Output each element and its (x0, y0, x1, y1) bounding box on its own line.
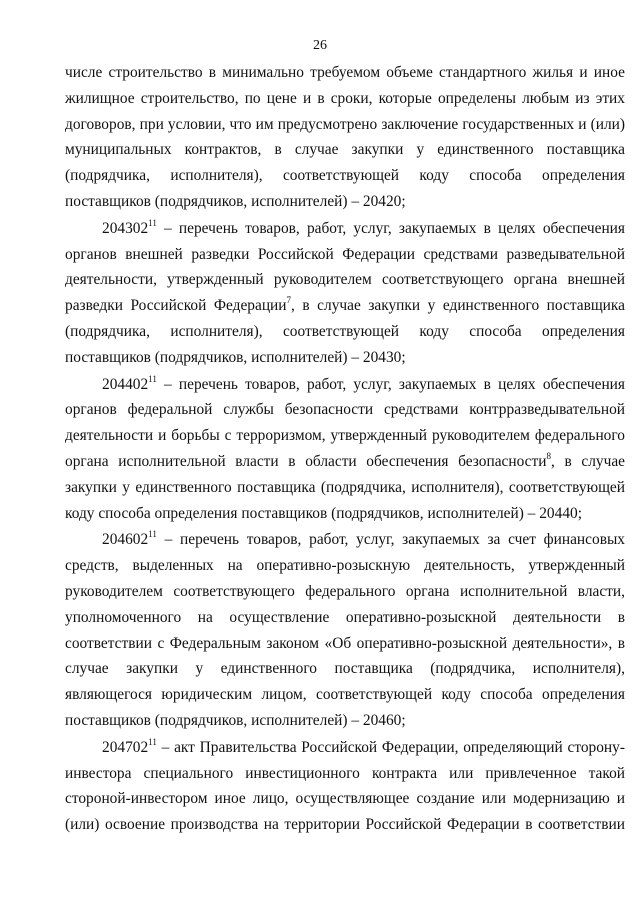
paragraph-text: – перечень товаров, работ, услуг, закупаемых за счет финансовых средств, выделенных на оперативно-розыскную деятельность, утвержденный руководителем соответствующего федерального органа исполнительной власти, уполномоченного на осуществление оперативно-розыскной деятельности в соответствии с Федеральным законом «Об оперативно-розыскной деятельности», в случае закупки у единственного поставщика (подрядчика, исполнителя), являющегося юридическим лицом, соответствующей коду способа определения поставщиков (подрядчиков, исполнителей) – 20460; (65, 531, 625, 729)
footnote-reference: 11 (148, 529, 157, 540)
document-body (65, 60, 625, 838)
paragraph-text: числе строительство в минимально требуемом объеме стандартного жилья и иное жилищное строительство, по цене и в сроки, которые определены любым из этих договоров, при условии, что им предусмотрено заключение государственных и (или) муниципальных контрактов, в случае закупки у единственного поставщика (подрядчика, исполнителя), соответствующей коду способа определения поставщиков (подрядчиков, исполнителей) – 20420; (65, 64, 625, 210)
page-number: 26 (313, 38, 327, 53)
paragraph-text: – акт Правительства Российской Федерации, определяющий сторону-инвестора специального инвестиционного контракта или привлеченное такой стороной-инвестором иное лицо, осуществляющее создание или модернизацию и (или) освоение производства на территории Российской Федерации в соответствии (65, 738, 625, 834)
paragraph (65, 216, 625, 371)
paragraph-text: 204702 (102, 738, 149, 756)
paragraph (65, 735, 625, 838)
paragraph-text: 204402 (102, 375, 149, 393)
paragraph (65, 372, 625, 527)
paragraph-text: 204602 (102, 531, 149, 549)
paragraph-text: , в случае закупки у единственного поставщика (подрядчика, исполнителя), соответствующей коду способа определения поставщиков (подрядчиков, исполнителей) – 20430; (65, 297, 625, 366)
paragraph (65, 527, 625, 733)
footnote-reference: 8 (546, 450, 551, 461)
paragraph (65, 60, 625, 215)
footnote-reference: 7 (286, 295, 292, 306)
paragraph-text: , в случае закупки у единственного поставщика (подрядчика, исполнителя), соответствующей коду способа определения поставщиков (подрядчиков, исполнителей) – 20440; (65, 452, 625, 522)
footnote-reference: 11 (148, 373, 157, 384)
paragraph-text: – перечень товаров, работ, услуг, закупаемых в целях обеспечения органов федеральной службы безопасности средствами контрразведывательной деятельности и борьбы с терроризмом, утвержденный руководителем федерального органа исполнительной власти в области обеспечения безопасности (65, 375, 625, 470)
footnote-reference: 11 (148, 736, 157, 747)
paragraph-text: 204302 (102, 219, 149, 237)
paragraph-text: – перечень товаров, работ, услуг, закупаемых в целях обеспечения органов внешней разведки Российской Федерации средствами разведывательной деятельности, утвержденный руководителем соответствующего органа внешней разведки Российской Федерации (65, 219, 625, 315)
footnote-reference: 11 (148, 217, 157, 228)
